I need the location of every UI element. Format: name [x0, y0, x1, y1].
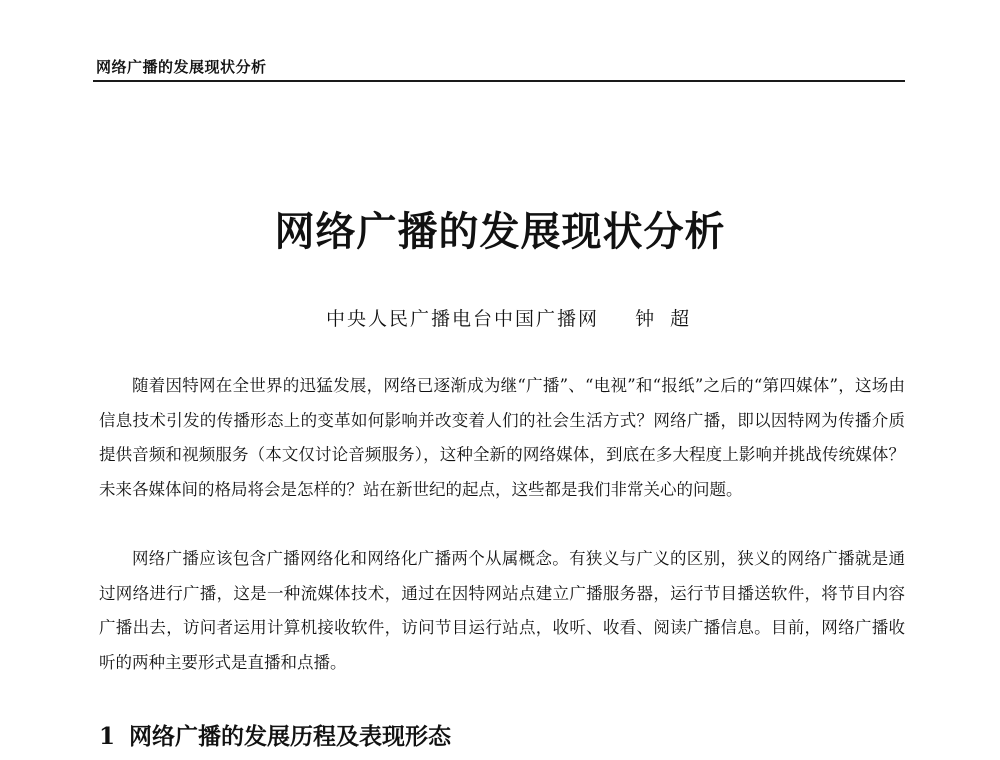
body-paragraph-1: 随着因特网在全世界的迅猛发展，网络已逐渐成为继“广播”、“电视”和“报纸”之后的“第四媒体”，这场由信息技术引发的传播形态上的变革如何影响并改变着人们的社会生活方式？网络广播，即以因特网为传播介质提供音频和视频服务（本文仅讨论音频服务），这种全新的网络媒体，到底在多大程度上影响并挑战传统媒体？未来各媒体间的格局将会是怎样的？站在新世纪的起点，这些都是我们非常关心的问题。 — [99, 376, 905, 499]
author-name: 钟超 — [635, 308, 706, 330]
header-rule — [93, 80, 905, 82]
body-paragraph-2: 网络广播应该包含广播网络化和网络化广播两个从属概念。有狭义与广义的区别，狭义的网络广播就是通过网络进行广播，这是一种流媒体技术，通过在因特网站点建立广播服务器，运行节目播送软件，将节目内容广播出去，访问者运用计算机接收软件，访问节目运行站点，收听、收看、阅读广播信息。目前，网络广播收听的两种主要形式是直播和点播。 — [99, 549, 905, 672]
byline — [326, 307, 705, 331]
running-header: 网络广播的发展现状分析 — [96, 58, 267, 76]
section-heading — [99, 722, 451, 752]
paper-title: 网络广播的发展现状分析 — [274, 208, 726, 255]
author-affiliation: 中央人民广播电台中国广播网 — [326, 308, 600, 330]
section-number: 1 — [99, 723, 116, 750]
section-title: 网络广播的发展历程及表现形态 — [129, 723, 452, 750]
